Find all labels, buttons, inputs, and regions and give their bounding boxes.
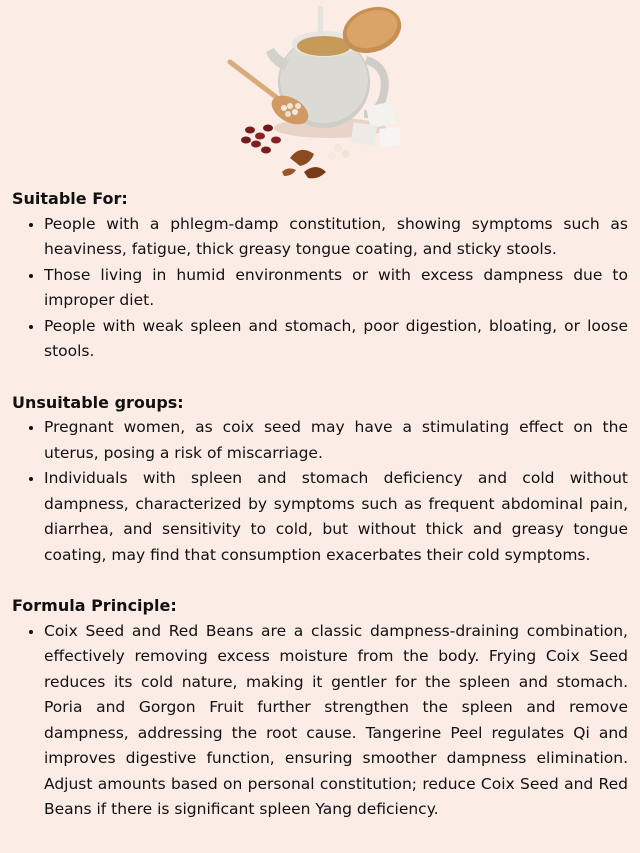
list-item: • People with weak spleen and stomach, poor digestion, bloating, or loose stools. [44,314,628,365]
suitable-for-section [12,186,628,365]
formula-principle-section [12,593,628,823]
section-heading: Formula Principle: [12,596,177,615]
list-item: • Those living in humid environments or with excess dampness due to improper diet. [44,263,628,314]
list-item: • Coix Seed and Red Beans are a classic dampness-draining combination, effectively removing excess moisture from the body. Frying Coix Seed reduces its cold nature, making it gentler for the spleen and stomach. Poria and Gorgon Fruit further strengthen the spleen and remove dampness, addressing the root cause. Tangerine Peel regulates Qi and improves digestive function, ensuring smoother dampness elimination. Adjust amounts based on personal constitution; reduce Coix Seed and Red Beans if there is significant spleen Yang deficiency. [44,619,628,823]
list-item: • People with a phlegm-damp constitution, showing symptoms such as heaviness, fatigue, thick greasy tongue coating, and sticky stools. [44,212,628,263]
herbal-tea-illustration [220,0,420,188]
bullet-list [12,415,628,568]
list-item: • Individuals with spleen and stomach deficiency and cold without dampness, characterized by symptoms such as frequent abdominal pain, diarrhea, and sensitivity to cold, but without thick and greasy tongue coating, may find that consumption exacerbates their cold symptoms. [44,466,628,568]
list-item: • Pregnant women, as coix seed may have a stimulating effect on the uterus, posing a risk of miscarriage. [44,415,628,466]
unsuitable-groups-section [12,390,628,569]
section-heading: Suitable For: [12,189,128,208]
bullet-list [12,619,628,823]
section-heading: Unsuitable groups: [12,392,184,412]
article-content [12,186,628,848]
bullet-list [12,212,628,365]
